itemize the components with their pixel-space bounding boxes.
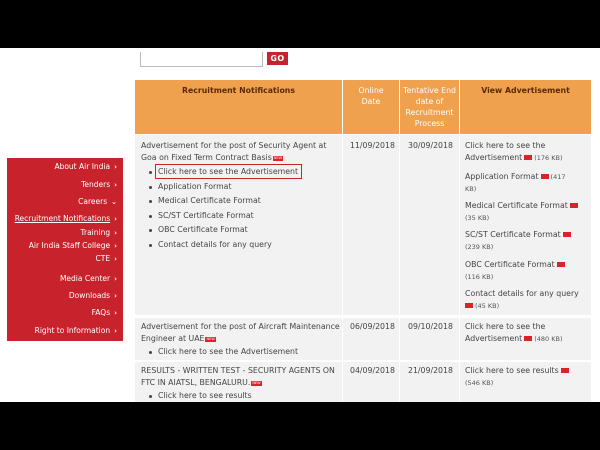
- table-row: [135, 135, 591, 315]
- sidebar-item-media-center[interactable]: Media Center ›: [59, 274, 117, 283]
- pdf-icon: [563, 232, 571, 237]
- column-divider: [399, 80, 400, 402]
- sidebar-item-rti[interactable]: Right to Information ›: [34, 326, 117, 335]
- column-divider: [342, 80, 343, 402]
- chevron-down-icon: ⌄: [111, 197, 117, 206]
- list-item-advertisement[interactable]: Click here to see the Advertisement: [141, 345, 341, 360]
- chevron-right-icon: ›: [114, 291, 117, 300]
- pdf-icon: [465, 303, 473, 308]
- pdf-icon: [524, 155, 532, 160]
- new-badge: NEW: [252, 380, 261, 385]
- chevron-right-icon: ›: [114, 254, 117, 263]
- online-date: 06/09/2018: [350, 322, 395, 331]
- chevron-right-icon: ›: [114, 180, 117, 189]
- end-date: 21/09/2018: [408, 366, 453, 375]
- online-date: 04/09/2018: [350, 366, 395, 375]
- sidebar-item-faqs[interactable]: FAQs ›: [91, 308, 117, 317]
- chevron-right-icon: ›: [114, 228, 117, 237]
- sidebar-item-tenders[interactable]: Tenders ›: [81, 180, 117, 189]
- highlight-box: [155, 164, 302, 179]
- row-title: Advertisement for the post of Aircraft Maintenance Engineer at UAE NEW: [141, 322, 340, 343]
- ad-link-1[interactable]: Click here to see the Advertisement (176 KB): [465, 141, 563, 162]
- end-date: 30/09/2018: [408, 141, 453, 150]
- chevron-right-icon: ›: [114, 326, 117, 335]
- pdf-icon: [570, 203, 578, 208]
- online-date: 11/09/2018: [350, 141, 395, 150]
- sidebar-item-recruitment[interactable]: Recruitment Notifications ›: [14, 214, 117, 223]
- ad-link-2[interactable]: Application Format (417 KB): [465, 172, 566, 193]
- list-item-scst[interactable]: SC/ST Certificate Format: [141, 209, 341, 224]
- header-view-advertisement: View Advertisement: [460, 80, 591, 134]
- list-item-obc[interactable]: OBC Certificate Format: [141, 223, 341, 238]
- list-item-results[interactable]: Click here to see results: [141, 389, 341, 402]
- sidebar-item-staff-college[interactable]: Air India Staff College ›: [28, 241, 117, 250]
- list-item-contact[interactable]: Contact details for any query: [141, 238, 341, 253]
- bullet-list: [141, 389, 341, 402]
- ad-link-3[interactable]: Medical Certificate Format (35 KB): [465, 200, 587, 224]
- sidebar-item-cte[interactable]: CTE ›: [95, 254, 117, 263]
- header-online-date: Online Date: [343, 80, 399, 134]
- new-badge: NEW: [273, 155, 283, 160]
- pdf-icon: [561, 368, 569, 373]
- sidebar-item-training[interactable]: Training ›: [80, 228, 117, 237]
- new-badge: NEW: [206, 336, 215, 341]
- sidebar-item-downloads[interactable]: Downloads ›: [68, 291, 117, 300]
- list-item-medical[interactable]: Medical Certificate Format: [141, 194, 341, 209]
- chevron-right-icon: ›: [114, 241, 117, 250]
- chevron-right-icon: ›: [114, 274, 117, 283]
- row-title: RESULTS - WRITTEN TEST - SECURITY AGENTS ON FTC IN AIATSL, BENGALURU. NEW: [141, 366, 335, 387]
- sidebar-item-about[interactable]: About Air India ›: [54, 162, 117, 171]
- pdf-icon: [557, 262, 565, 267]
- ad-link-4[interactable]: SC/ST Certificate Format (239 KB): [465, 229, 587, 253]
- header-end-date: Tentative End date of Recruitment Process: [400, 80, 459, 134]
- sidebar-item-careers[interactable]: Careers ⌄: [78, 197, 117, 206]
- list-item-application[interactable]: Application Format: [141, 180, 341, 195]
- chevron-right-icon: ›: [114, 308, 117, 317]
- ad-link-1[interactable]: Click here to see the Advertisement (480 KB): [465, 322, 563, 343]
- end-date: 09/10/2018: [408, 322, 453, 331]
- search-input[interactable]: [140, 52, 263, 67]
- pdf-icon: [541, 174, 549, 179]
- ad-link-1[interactable]: Click here to see results (546 KB): [465, 365, 587, 389]
- sidebar-menu: [7, 158, 123, 341]
- table-row: [135, 318, 591, 360]
- go-button[interactable]: GO: [267, 52, 288, 65]
- main-page: [0, 48, 600, 402]
- ad-link-5[interactable]: OBC Certificate Format (116 KB): [465, 259, 587, 283]
- chevron-right-icon: ›: [114, 214, 117, 223]
- chevron-right-icon: ›: [114, 162, 117, 171]
- ad-link-6[interactable]: Contact details for any query (45 KB): [465, 289, 579, 310]
- row-title: Advertisement for the post of Security Agent at Goa on Fixed Term Contract Basis NEW: [141, 141, 327, 162]
- header-notifications: Recruitment Notifications: [135, 80, 342, 134]
- bullet-list: [141, 345, 341, 360]
- pdf-icon: [524, 336, 532, 341]
- list-item-advertisement[interactable]: Click here to see the Advertisement: [141, 165, 341, 180]
- table-row: [135, 362, 591, 402]
- column-divider: [459, 80, 460, 402]
